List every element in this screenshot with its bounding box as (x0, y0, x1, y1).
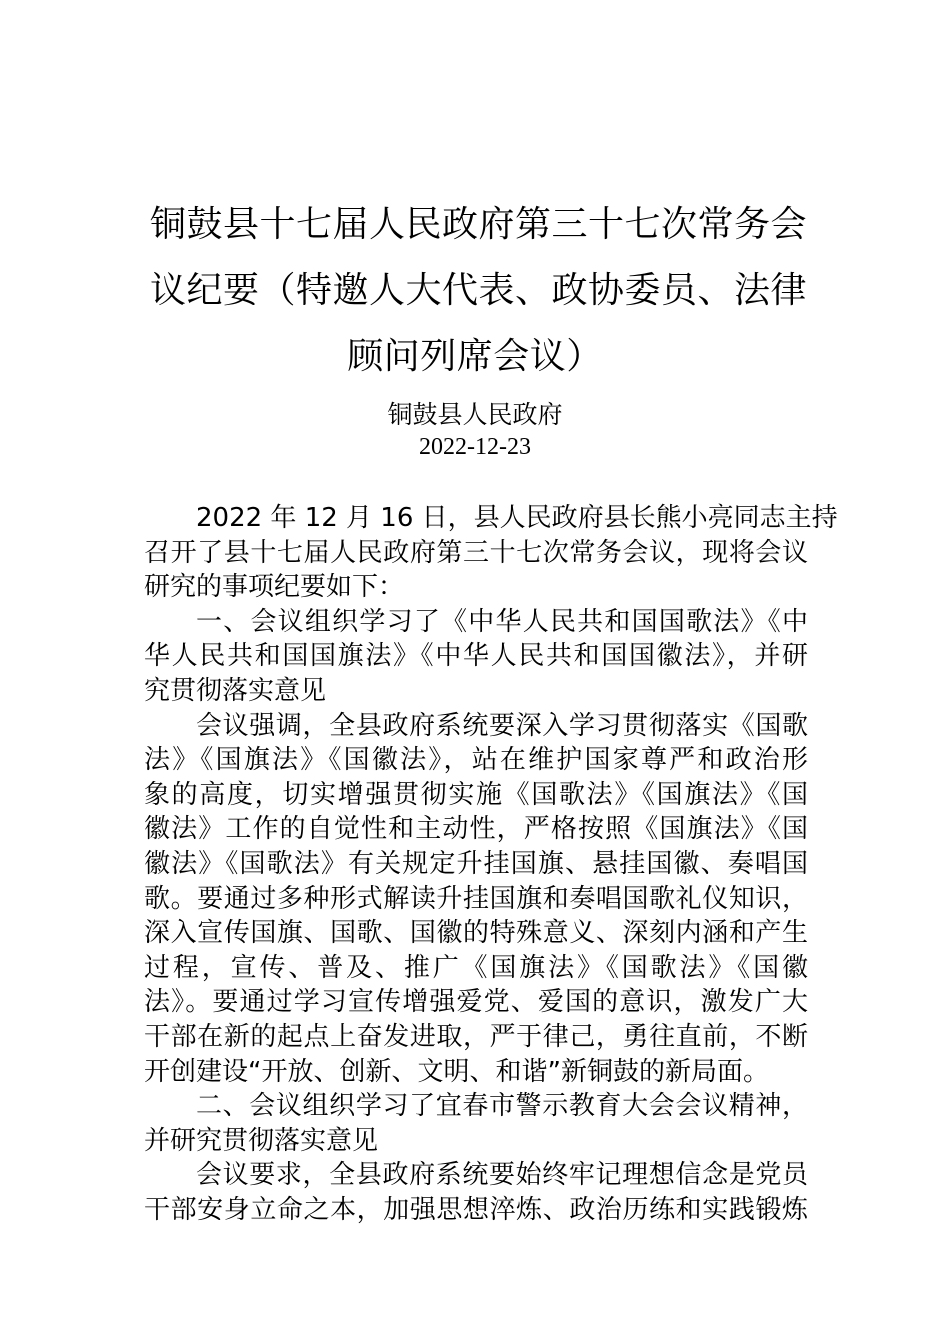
paragraph-line: 干部安身立命之本，加强思想淬炼、政治历练和实践锻炼 (144, 1194, 808, 1225)
title-line: 议纪要（特邀人大代表、政协委员、法律 (150, 270, 808, 311)
paragraph-line: 干部在新的起点上奋发进取，严于律己，勇往直前，不断 (144, 1021, 808, 1052)
paragraph-line: 徽法》《国歌法》有关规定升挂国旗、悬挂国徽、奏唱国 (144, 848, 808, 879)
document-title (150, 192, 808, 390)
paragraph-line: 召开了县十七届人民政府第三十七次常务会议，现将会议 (144, 537, 808, 568)
paragraph-line: 深入宣传国旗、国歌、国徽的特殊意义、深刻内涵和产生 (144, 918, 808, 949)
paragraph-line: 歌。要通过多种形式解读升挂国旗和奏唱国歌礼仪知识， (144, 883, 808, 914)
paragraph-line: 会议要求，全县政府系统要始终牢记理想信念是党员 (196, 1160, 808, 1191)
paragraph-line: 研究的事项纪要如下： (144, 572, 405, 603)
paragraph-line: 徽法》工作的自觉性和主动性，严格按照《国旗法》《国 (144, 814, 808, 845)
section-heading-line: 二、会议组织学习了宜春市警示教育大会会议精神， (196, 1091, 808, 1122)
issue-date: 2022-12-23 (419, 434, 531, 460)
section-heading-line: 华人民共和国国旗法》《中华人民共和国国徽法》，并研 (144, 641, 808, 672)
paragraph-line: 会议强调，全县政府系统要深入学习贯彻落实《国歌 (196, 710, 808, 741)
issuer: 铜鼓县人民政府 (387, 400, 563, 429)
section-heading-line: 并研究贯彻落实意见 (144, 1125, 379, 1156)
title-line: 铜鼓县十七届人民政府第三十七次常务会 (150, 204, 808, 245)
paragraph-line: 开创建设“开放、创新、文明、和谐”新铜鼓的新局面。 (144, 1056, 769, 1087)
title-line: 顾问列席会议） (347, 336, 603, 377)
document-body (144, 501, 838, 1227)
paragraph-line: 法》《国旗法》《国徽法》，站在维护国家尊严和政治形 (144, 745, 808, 776)
paragraph-line: 象的高度，切实增强贯彻实施《国歌法》《国旗法》《国 (144, 779, 808, 810)
paragraph-line: 2022 年 12 月 16 日，县人民政府县长熊小亮同志主持 (196, 503, 838, 533)
paragraph-line: 过程，宣传、普及、推广《国旗法》《国歌法》《国徽 (144, 952, 808, 983)
paragraph-line: 法》。要通过学习宣传增强爱党、爱国的意识，激发广大 (144, 987, 808, 1018)
section-heading-line: 究贯彻落实意见 (144, 675, 327, 706)
section-heading-line: 一、会议组织学习了《中华人民共和国国歌法》《中 (196, 606, 808, 637)
